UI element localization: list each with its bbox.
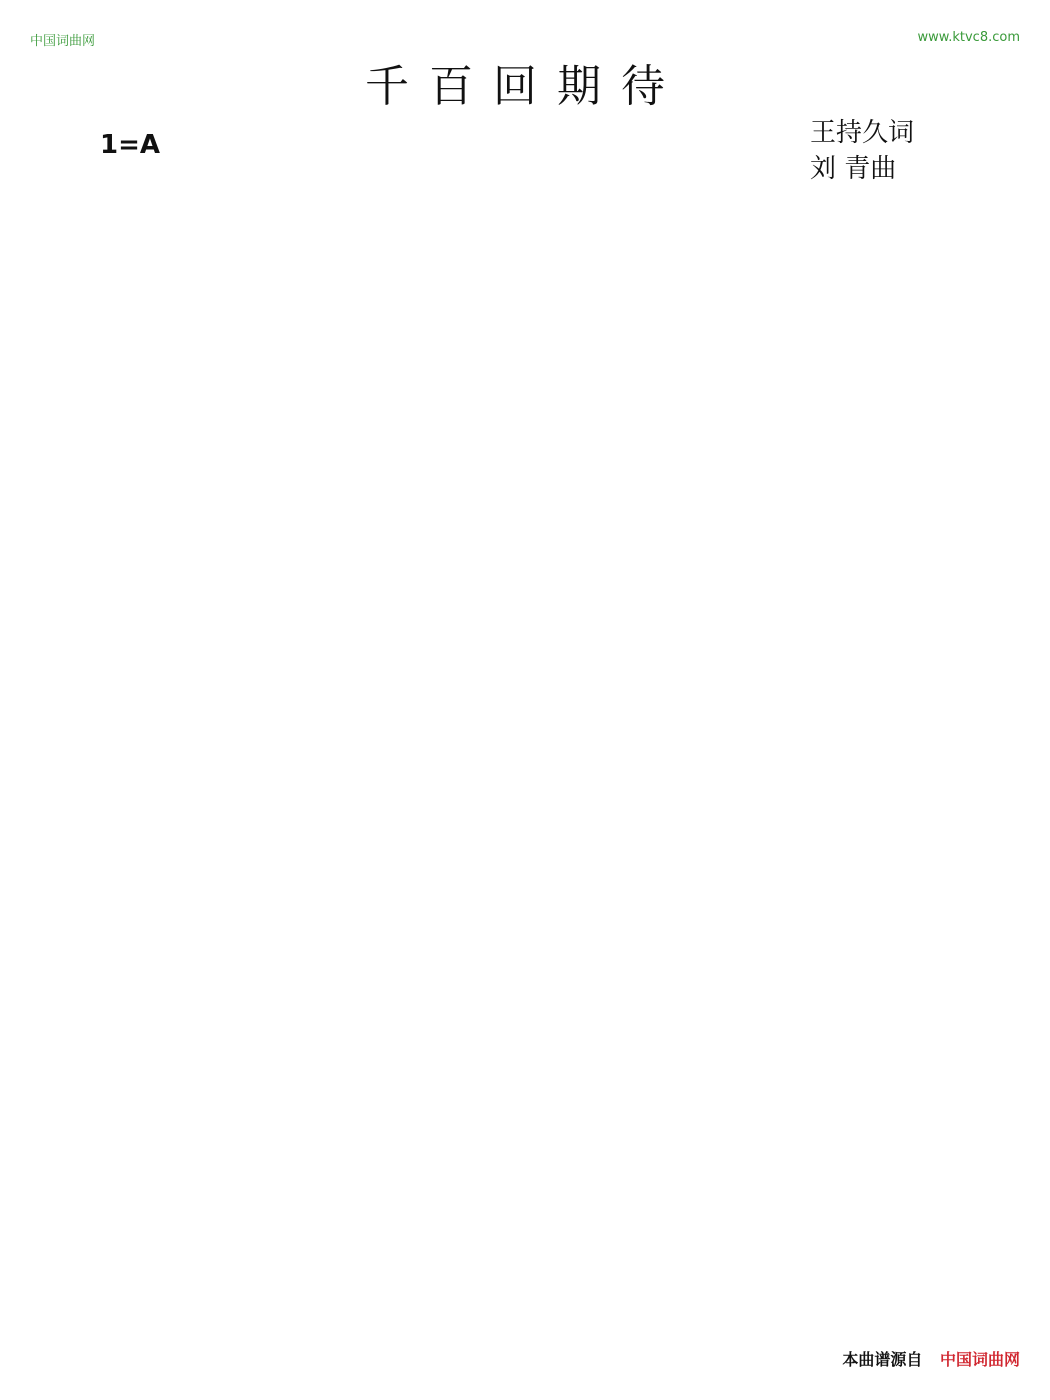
composer: 刘 青曲 (810, 154, 897, 184)
source-label: 本曲谱源自 (842, 1350, 923, 1369)
site-url[interactable]: www.ktvc8.com (917, 30, 1020, 45)
credits (810, 115, 914, 187)
key-signature: 1=A (100, 130, 160, 160)
site-logo-text[interactable]: 中国词曲网 (30, 34, 96, 49)
score-body (70, 195, 970, 1325)
song-title: 千百回期待 (365, 61, 685, 112)
footer-source (842, 1347, 1020, 1370)
lyricist: 王持久词 (810, 118, 915, 148)
footer-brand[interactable]: 中国词曲网 (939, 1350, 1020, 1369)
